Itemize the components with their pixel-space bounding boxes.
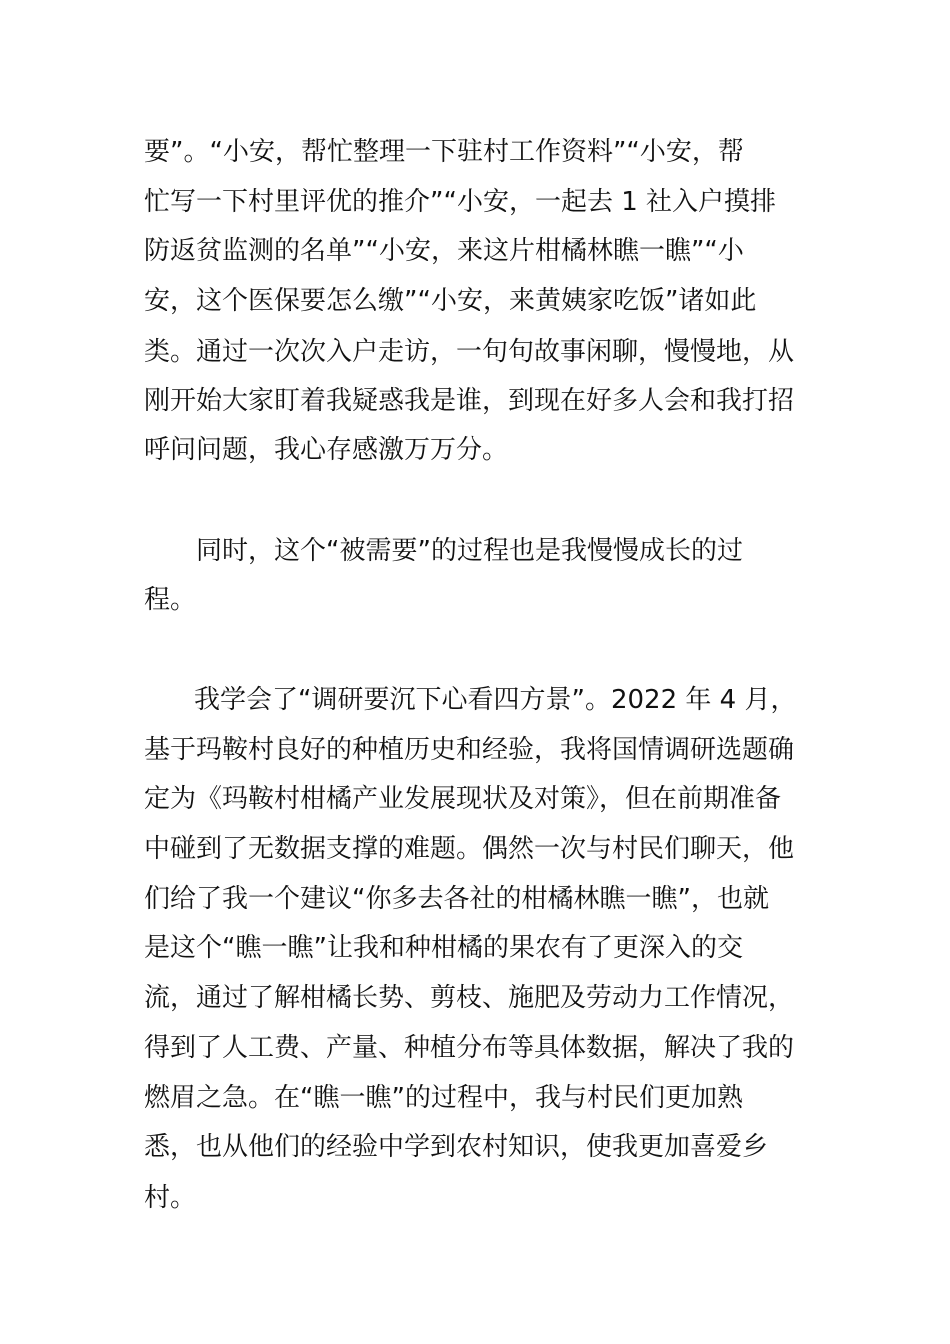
paragraph-1-line-2: 忙写一下村里评优的推介”“小安，一起去 1 社入户摸排 — [144, 187, 777, 217]
paragraph-1-line-7: 呼问问题，我心存感激万万分。 — [144, 435, 509, 465]
paragraph-1-line-4: 安，这个医保要怎么缴”“小安，来黄姨家吃饭”诸如此 — [144, 286, 757, 316]
paragraph-1-line-6: 刚开始大家盯着我疑惑我是谁，到现在好多人会和我打招 — [144, 386, 795, 416]
paragraph-1-line-3: 防返贫监测的名单”“小安，来这片柑橘林瞧一瞧”“小 — [144, 236, 744, 266]
paragraph-3-line-9: 燃眉之急。在“瞧一瞧”的过程中，我与村民们更加熟 — [144, 1083, 743, 1113]
paragraph-3-line-7: 流，通过了解柑橘长势、剪枝、施肥及劳动力工作情况， — [144, 983, 795, 1013]
paragraph-3-line-6: 是这个“瞧一瞧”让我和种柑橘的果农有了更深入的交 — [144, 933, 743, 963]
paragraph-3-line-1: 我学会了“调研要沉下心看四方景”。2022 年 4 月， — [194, 685, 797, 715]
paragraph-3-line-4: 中碰到了无数据支撑的难题。偶然一次与村民们聊天，他 — [144, 834, 795, 864]
paragraph-3-line-3: 定为《玛鞍村柑橘产业发展现状及对策》，但在前期准备 — [144, 784, 782, 814]
paragraph-2-line-1: 同时，这个“被需要”的过程也是我慢慢成长的过 — [196, 536, 743, 566]
paragraph-3-line-2: 基于玛鞍村良好的种植历史和经验，我将国情调研选题确 — [144, 735, 795, 765]
paragraph-1-line-1: 要”。“小安，帮忙整理一下驻村工作资料”“小安，帮 — [144, 137, 744, 167]
paragraph-1-line-5: 类。通过一次次入户走访，一句句故事闲聊，慢慢地，从 — [144, 337, 795, 367]
paragraph-3-line-8: 得到了人工费、产量、种植分布等具体数据，解决了我的 — [144, 1033, 795, 1063]
paragraph-3-line-11: 村。 — [144, 1183, 197, 1213]
paragraph-3-line-10: 悉，也从他们的经验中学到农村知识，使我更加喜爱乡 — [144, 1132, 769, 1162]
paragraph-3-line-5: 们给了我一个建议“你多去各社的柑橘林瞧一瞧”，也就 — [144, 884, 769, 914]
paragraph-2-line-2: 程。 — [144, 585, 197, 615]
